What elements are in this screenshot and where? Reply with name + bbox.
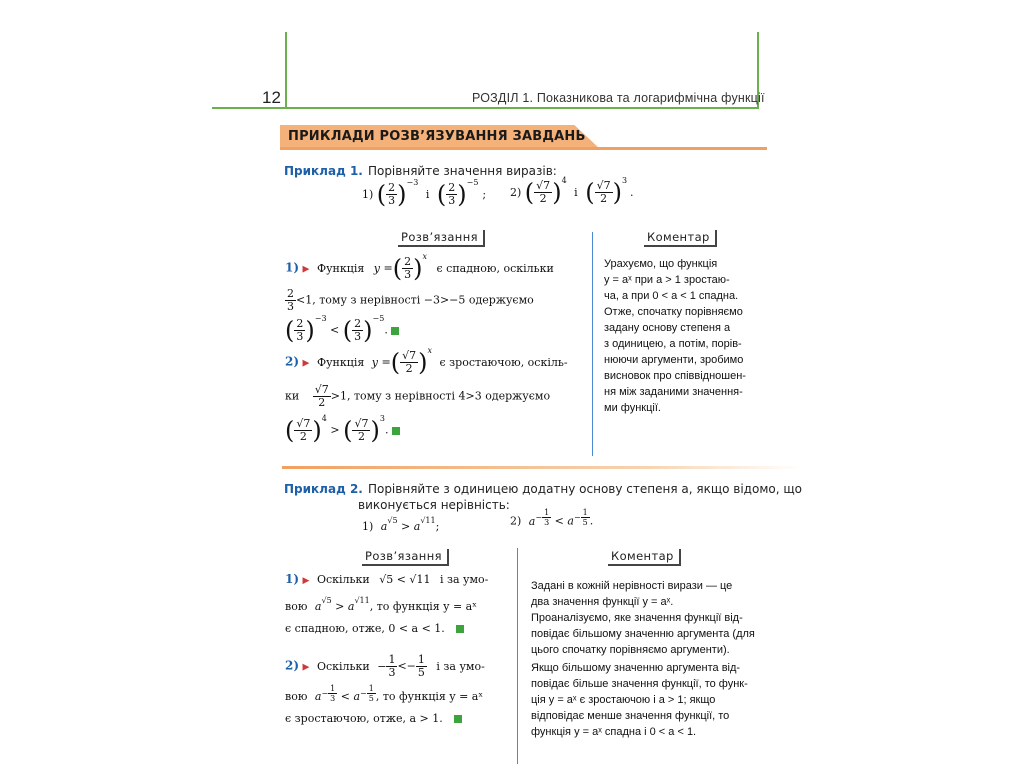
example1-task: Порівняйте значення виразів: xyxy=(367,164,557,178)
ex1-comment-line: y = aˣ при a > 1 зростаю- xyxy=(604,274,730,286)
example1-comment xyxy=(604,256,760,416)
arrow-right-icon: ▶ xyxy=(302,264,310,275)
page-number: 12 xyxy=(262,88,281,107)
end-of-proof-square xyxy=(456,625,464,633)
ex1-sol2-word: Функція xyxy=(316,355,365,369)
ex2-sol2-text-b: вою xyxy=(285,690,308,703)
ex1-comment-line: ми функції. xyxy=(604,402,661,414)
ex2-sol1-word: Оскільки xyxy=(316,573,370,586)
running-header: РОЗДІЛ 1. Показникова та логарифмічна функції xyxy=(472,91,765,105)
example2-divider xyxy=(517,548,518,764)
example2-solution-2: 2) ▶ Оскільки − $\frac{1}{3}$ <− $\frac{1}{5}$ і за умо- вою $a^{- \frac{1}{3}}$ < $a^{- \frac{1}{5}}$ , то функція y = aˣ є зростаючою, отже, a > 1. xyxy=(285,653,485,725)
arrow-right-icon: ▶ xyxy=(302,576,310,586)
ex2-sol2-num: 2) xyxy=(285,658,300,673)
arrow-right-icon: ▶ xyxy=(302,358,310,369)
example1-item2-end: . xyxy=(630,186,634,199)
example2-comment-head: Коментар xyxy=(608,549,681,566)
example1-item2-conj: і xyxy=(574,186,578,199)
ex1-comment-line: Урахуємо, що функція xyxy=(604,258,718,270)
ex2-comment-line: цього спочатку порівняємо аргументи). xyxy=(531,644,730,656)
ex2-comment-line: Проаналізуємо, яке значення функції від- xyxy=(531,612,743,624)
example2-label: Приклад 2. xyxy=(284,482,363,496)
ex1-comment-line: ня між заданими значення- xyxy=(604,386,743,398)
ex2-comment-line: відповідає менше значення функції, то xyxy=(531,710,730,722)
ex1-comment-line: з одиницею, а потім, порів- xyxy=(604,338,742,350)
ex1-sol1-text-b: <1, тому з нерівності −3>−5 одержуємо xyxy=(296,293,534,307)
ex2-comment-line: Задані в кожній нерівності вирази — це xyxy=(531,580,733,592)
arrow-right-icon: ▶ xyxy=(302,662,310,673)
ex2-sol1-num: 1) xyxy=(285,572,300,586)
ex2-sol2-word: Оскільки xyxy=(316,659,370,673)
end-of-proof-square xyxy=(454,715,462,723)
example1-solution-2: 2) ▶ Функція y =( $\frac{√7}{2}$ )$^x$ є зростаючою, оскіль- ки $\frac{√7}{2}$ >1, тому з нерівності 4>3 одержуємо ( $\frac{√7}{2}$ )$^4$ > ( $\frac{√7}{2}$ )$^3$. xyxy=(285,346,568,445)
ex1-comment-line: Отже, спочатку порівняємо xyxy=(604,306,743,318)
example1-item1-end: ; xyxy=(482,188,487,201)
ex1-sol2-text-c: >1, тому з нерівності 4>3 одержуємо xyxy=(330,389,551,403)
ex2-comment-line: Якщо більшому значенню аргумента від- xyxy=(531,662,741,674)
ex2-sol1-text-d: є спадною, отже, 0 < a < 1. xyxy=(285,622,445,635)
example2-solution-1: 1) ▶ Оскільки √5 < √11 і за умо- вою $a^{√5} > a^{√11}$, то функція y = aˣ є спадною, отже, 0 < a < 1. xyxy=(285,572,489,635)
ex1-sol2-text-b: ки xyxy=(285,389,300,403)
ex2-comment-line: функція y = aˣ спадна і 0 < a < 1. xyxy=(531,726,697,738)
example1-label: Приклад 1. xyxy=(284,164,363,178)
example1-solution-head: Розв’язання xyxy=(398,230,485,247)
example2-statement xyxy=(284,480,802,513)
example2-comment-2 xyxy=(531,660,761,740)
ex1-comment-line: нюючи аргументи, зробимо xyxy=(604,354,744,366)
banner-rule xyxy=(280,147,767,150)
example2-comment-1 xyxy=(531,578,761,658)
example2-item2: 2) $a^{- \frac{1}{3}}$ < $a^{- \frac{1}{5}}$ . xyxy=(510,508,594,528)
ex2-sol1-text-b: вою xyxy=(285,600,308,613)
example2-item1: 1) $a^{√5} > a^{√11}$; xyxy=(362,516,440,533)
ex2-sol1-text-a: і за умо- xyxy=(439,573,489,586)
ex2-sol2-text-a: і за умо- xyxy=(436,659,485,673)
ex1-sol1-text-a: є спадною, оскільки xyxy=(436,261,554,275)
ex2-sol1-text-c: , то функція y = aˣ xyxy=(369,600,477,613)
example2-task-line1: Порівняйте з одиницею додатну основу степеня a, якщо відомо, що xyxy=(367,482,802,496)
section-title: ПРИКЛАДИ РОЗВ’ЯЗУВАННЯ ЗАВДАНЬ xyxy=(288,129,586,144)
example1-item1-conj: і xyxy=(425,188,430,201)
example1-item2-num: 2) xyxy=(510,186,522,199)
examples-separator xyxy=(282,466,802,469)
example2-item2-num: 2) xyxy=(510,514,522,528)
example1-statement xyxy=(284,160,557,179)
ex1-sol2-text-a: є зростаючою, оскіль- xyxy=(439,355,568,369)
example1-solution-1: 1) ▶ Функція y =( $\frac{2}{3}$ )$^x$ є спадною, оскільки $\frac{2}{3}$ <1, тому з нерівності −3>−5 одержуємо ( $\frac{2}{3}$ )$^{-3}$ < ( $\frac{2}{3}$ )$^{-5}$. xyxy=(285,252,554,345)
header-underline xyxy=(212,107,759,109)
example1-divider xyxy=(592,232,593,456)
frame-left-line xyxy=(285,32,287,108)
ex2-sol2-text-c: , то функція y = aˣ xyxy=(375,690,484,703)
ex2-comment-line: повідає більшому значенню аргумента (для xyxy=(531,628,755,640)
example2-item1-num: 1) xyxy=(362,520,374,533)
ex2-comment-line: повідає більше значення функції, то функ- xyxy=(531,678,748,690)
ex1-comment-line: висновок про співвідношен- xyxy=(604,370,746,382)
ex2-sol2-text-d: є зростаючою, отже, a > 1. xyxy=(285,712,443,725)
example1-item2: 2) ( $\frac{√7}{2}$ )$^4$ і ( $\frac{√7}{2}$ )$^3$. xyxy=(510,176,634,207)
ex1-sol1-word: Функція xyxy=(316,261,365,275)
example1-comment-head: Коментар xyxy=(644,230,717,247)
example1-item1-num: 1) xyxy=(362,188,374,201)
ex1-sol1-num: 1) xyxy=(285,260,300,275)
ex2-comment-line: два значення функції y = aˣ. xyxy=(531,596,674,608)
example2-task-line2: виконується нерівність: xyxy=(358,498,510,512)
ex1-sol2-num: 2) xyxy=(285,354,300,369)
ex1-comment-line: задану основу степеня a xyxy=(604,322,731,334)
end-of-proof-square xyxy=(391,327,399,335)
ex1-comment-line: ча, а при 0 < a < 1 спадна. xyxy=(604,290,739,302)
example2-solution-head: Розв’язання xyxy=(362,549,449,566)
section-banner xyxy=(280,125,767,149)
example1-item1: 1) ( $\frac{2}{3}$ )$^{-3}$ і ( $\frac{2}{3}$ )$^{-5}$; xyxy=(362,178,487,209)
ex2-comment-line: ція y = aˣ є зростаючою і a > 1; якщо xyxy=(531,694,716,706)
end-of-proof-square xyxy=(392,427,400,435)
